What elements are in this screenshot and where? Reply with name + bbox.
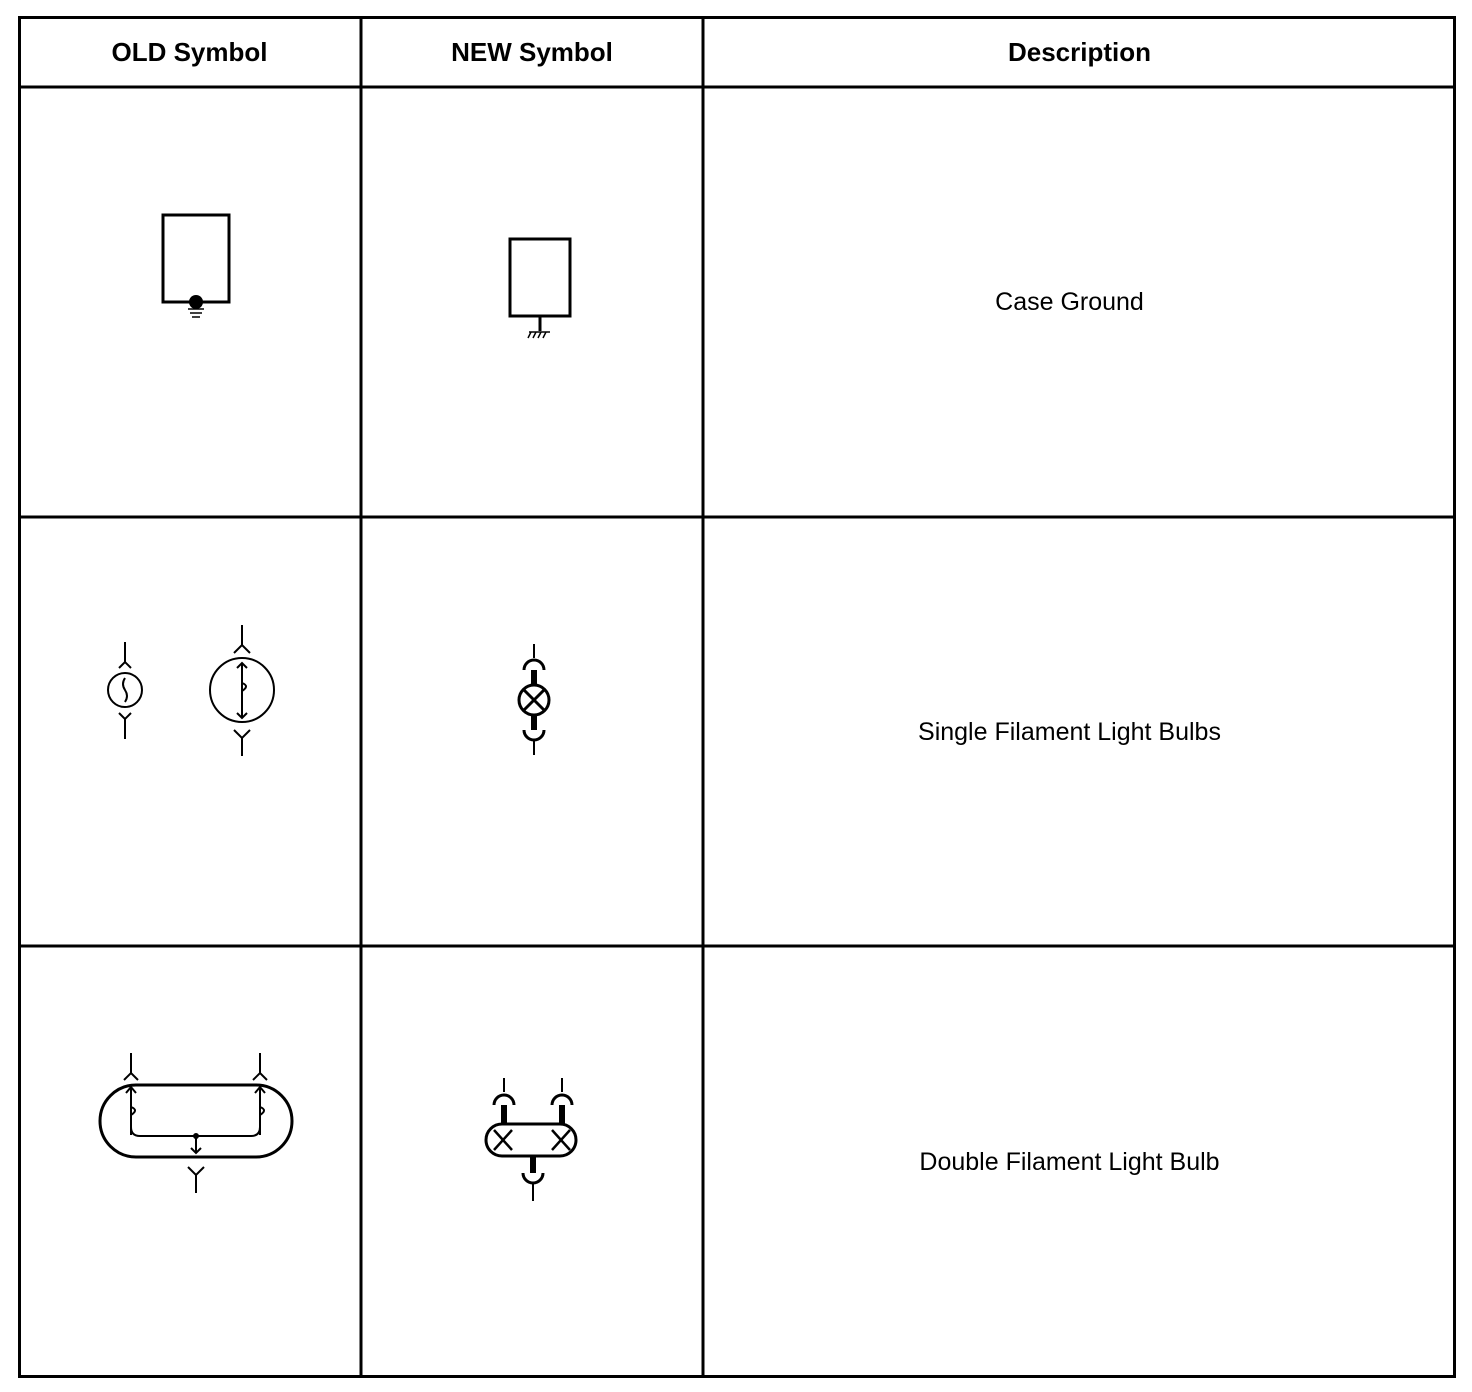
table-row-case-ground-new [361,88,703,517]
symbol-table [18,16,1456,1378]
description-text: Single Filament Light Bulbs [918,717,1221,746]
description-text: Case Ground [995,288,1144,316]
table-row-double-filament-new [361,947,703,1377]
table-row-single-filament-old [18,518,361,946]
header-old-symbol: OLD Symbol [111,36,268,67]
description-case-ground [703,88,1456,517]
header-description: Description [1007,36,1152,67]
single-filament-bulb-new-icon [361,518,703,946]
description-double-filament [703,947,1456,1377]
table-row-single-filament-new [361,518,703,946]
case-ground-new-icon [361,88,703,517]
case-ground-old-icon [18,88,361,517]
header-new-symbol: NEW Symbol [451,36,613,67]
table-row-double-filament-old [18,947,361,1377]
double-filament-bulb-new-icon [361,947,703,1377]
table-row-case-ground-old [18,88,361,517]
double-filament-bulb-old-icon [18,947,361,1377]
description-text: Double Filament Light Bulb [919,1147,1220,1176]
description-single-filament [703,518,1456,946]
single-filament-bulb-old-icon [18,518,361,946]
